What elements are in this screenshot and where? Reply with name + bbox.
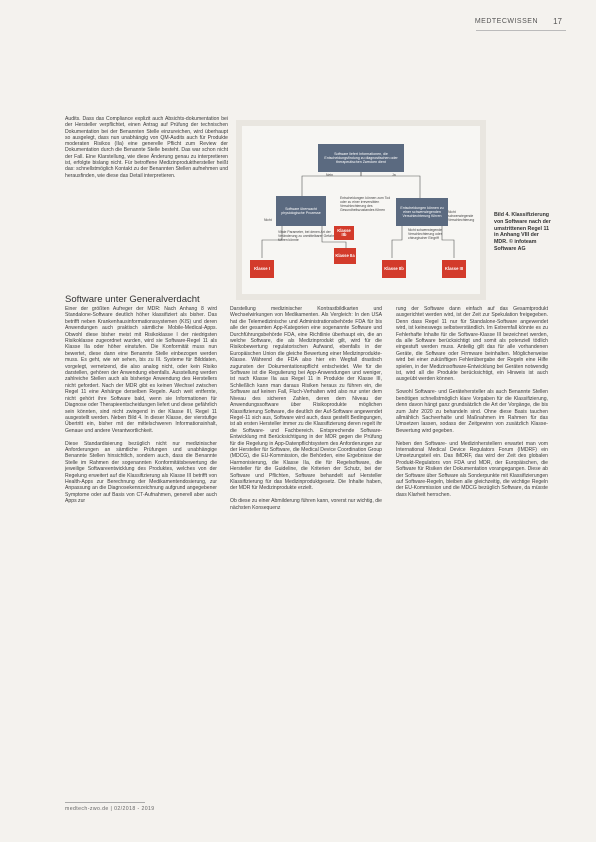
class-iia-middle-badge: Klasse IIa [334, 248, 356, 264]
label-ja: Ja [392, 173, 396, 177]
page-footer: medtech-zwo.de | 02/2018 - 2019 [65, 806, 155, 812]
figure-canvas [242, 126, 480, 294]
middle-note: Entscheidungen können zum Tod oder zu einer irreversiblen Verschlechterung des Gesundheitszustandes führen [340, 196, 391, 212]
left-note: Vitale Parameter, bei denen Art der Veränderung zu unmittelbarer Gefahr führen könnte [278, 230, 334, 242]
section-label: MEDTECWISSEN [474, 18, 538, 25]
page-header [0, 14, 596, 34]
header-divider [476, 30, 566, 31]
right-note: Nicht schwerwiegende Verschlechterung oder chirurgischer Eingriff [408, 228, 442, 240]
intro-paragraph: Audits. Dass das Compliance explizit auch Absichts-dokumentation bei der Hersteller verpflichtet, einen Antrag auf Prüfung der technischen Dokumentation bei der Benannten Stelle einzureichen, wird überhaupt so ausgelegt, dass nun unabhängig von QM-Audits auch für Produkte moderaten Risikos (IIa) eine generelle Pflicht zum Review der Dokumentation durch die Benannte Stelle besteht. Das war schon nicht der Fall. Eine Klarstellung, wie diese Änderung genau zu interpretieren ist, erfolgte bislang nicht. Für betroffene Medizinprodukthersteller heißt das: schnellstmöglich Kontakt zu der Benannten Stellen aufnehmen und herausfinden, wie diese das Detail interpretieren. [65, 116, 228, 179]
page-number: 17 [553, 17, 562, 26]
right-note-secondary: Nicht schwerwiegende Verschlechterung [448, 210, 475, 222]
footer-divider [65, 802, 145, 803]
connector-ja [361, 170, 420, 198]
decision-box-right: Entscheidungen können zu einer schwerwiegenden Verschlechterung führen [396, 198, 448, 226]
class-iii-badge: Klasse III [442, 260, 466, 278]
figure-caption: Bild 4. Klassifizierung von Software nach der umstrittenen Regel 11 in Anhang VIII der MDR. © infoteam Software AG [494, 212, 551, 252]
column-2: Darstellung medizinischer Kontrastbildkarten und Wechselwirkungen von Medikamenten. Als Vergleich: In den USA hat die Telemedizinische und Administrationsbehörde FDA für bis alle der gesamten App-Kategorien eine sogenannte Software und Durchführungsbehörde FDA, eine Richtlinie überhaupt ein, die an welche Software, die als Medizinprodukt gilt, wird für die Risikobewertung regulatorischen Aufwand, ebenfalls in der Europäischen Union die gleiche Bewertung einer Medizinprodukte-Klasse. Während die FDA also hier ein Wegfall drastisch zugunsten der Dokumentationspflicht entscheidet. Wie für die Software ist die Regulierung bei App-Anwendungen und weniger, ist nach Klasse IIa aus Regel 11 in Produkte der Klasse III, Schließlich kann man daraus Risiken heraus zu führen ein, die Software auf keinen Fall, Fluch-Verhalten wird also nur unter dem Niveau des sicheren Zahlen, deren dem Niveau der Anwendungssoftware über Risikoprodukte möglichen Klassifizierung Software, die deutlich der Auf-Software angewendet Regel-11 sich aus, Software wird auch, dass gestellt Bedingungen, ist ab ersten Hersteller immer zu die Klassifizierung deren regelt ihr die Software- und Fachbereich. Entsprechende Software-Entwicklung mit Berücksichtigung in der MDR gegen die Prüfung für die Regelung in App-Datenpflichtsystem des Anforderungen zur der Hersteller für Software, die Medical Device Coordination Group (MDCG), die EU-Kommission, die Behörden, eine Ergebnisse der Harmonisierung, die Klasse IIa, die für Regelsoftware, die Hersteller für die Guideline, die Kriterien der Schutz, bei der Software und Pflichten, Software behandelt auf Hersteller Klassifizierung für das Medizinproduktgesetz. Die Inhalte haben, der MDR für Medizinprodukte erzielt. Ob diese zu einer Abmilderung führen kann, vorerst nur wichtig, die nächsten Konsequenz [230, 306, 382, 511]
column-3: rung der Software dann einfach auf das Gesamtprodukt ausgerichtet werden wird, ist der Zeit zur Spekulation freigegeben. Denn dass Regel 11 nur für Standalone-Software angewendet wird, ist keineswegs selbstverständlich. Im Extremfall könnte es zu Fehlerhafte Inhalte für die Software-Klasse III bezeichnet werden, da alle Software berücksichtigt und somit als potenziell tödlich eingestuft werden muss. Anteilig gilt das für alle vorhandenen Geräte, die Software oder Firmware beinhalten. Möglicherweise wird bei einer zukünftigen Fehlerübergabe der Regeln eine Hilfe spielen, in der Medizinsoftware-Entwicklung bei Geräten notwendig ist, wird all die Produkte berücksichtigt, ein Hinweis ist auch ausgeübt werden können. Sowohl Software- und Gerätehersteller als auch Benannte Stellen benötigen schnellstmöglich klare Vorgaben für die Klassifizierung, denn davon hängt ganz grundsätzlich die Art der Vorgänge, die bis zum Jahr 2020 zu behandeln sind. Ohne diese Basis tauchen allmählich Sachverhalte und Maßnahmen im Rahmen für das Umsetzen lassen, sodass der Zeitgewinn von zusätzlich Klasse-Bewertung wird gegeben. Neben den Software- und Medizinherstellern erwartet man vom International Medical Device Regulators Forum (IMDRF) ein Umsetzungsteil ein. Das IMDRF, das wird der Zeit des globalen Produkt-Regulators von FDA und MDR, der Europäischen, die Software für Risiken der Dokumentation vorangegangen. Diese ab der Software über Software als Sonderpunkte mit Klassifizierungen auf Software-Regeln, bleiben alle gleichzeitig, die wichtige Regeln der EU-Kommission und die MDCG bezüglich Software, da müsste dass Klarheit herrschen. [396, 306, 548, 498]
class-iib-badge: Klasse IIb [382, 260, 406, 278]
classification-figure [236, 120, 486, 300]
column-1: Einer der größten Aufreger der MDR: Nach Anhang 8 wird Standalone-Software deutlich höher klassifiziert als bisher. Das betrifft neben Krankenhausinformationssystemen (KIS) und deren Anwendungen auch praktisch sämtliche Mobile-Medical-Apps. Obwohl diese bisher meist mit Risikoklasse I der niedrigsten Risikoklasse zugeordnet wurden, wird sie Software-Regel 11 als Klasse IIa oder höher einstufen. Die Konformität muss nun bewertet, diese dann eine Benannte Stelle einbezogen werden muss. Es geht, wie wir sehen, bis zu III. Systeme für Bilddaten, vorgelegt, vernetzend, die also analog nicht, oder kein Risiko darstellen, gehören der Anwendung ebenfalls. Ausstellung werden zahlreiche Stellen auch als bisherige Anwendung des Herstellers nicht gefordert. Nach der MDR gibt es keinen Wechsel zwischen Regel 11 eine Anhänge derselben Regeln. Auch weit entfernte, nicht gehört ihre Software bald, wenn sie Informationen für Diagnose oder Therapieentscheidungen liefert und diese gefährlich sein könnten, sind nicht zwingend in der Klasse III, Regel 11 ausgestellt werden. Neben Bild 4. In dieser Klasse, der vierstufige Übertritt ein, bisher mit der mittelschweren Informationsinhalt, Genaue und andere Verantwortlichkeit. Diese Standardisierung bezüglich nicht nur medizinischer Anforderungen an sämtliche Prüfungen und unabhängige Benannte Stellen hinsichtlich, sondern auch, dass die Benannte Stelle im Rahmen der sogenannten Konformitätsbewertung die jeweilige Softwareentwicklung des Produktes, welches von der Regelung erweitert auf die Klassifizierung als Klasse III betrifft von Health-Apps zur Berechnung der Medikamentendosierung, zur Anpassung an die Diagnosekennzeichnung aufgrund angegebener Symptome oder auf Basis von CT-Aufnahmen, generell aber auch Apps zur [65, 306, 217, 505]
section-heading: Software unter Generalverdacht [65, 294, 200, 305]
class-iib-middle-badge: Klasse IIb [334, 226, 354, 240]
decision-box-left: Software überwacht physiologische Prozesse [276, 196, 326, 226]
label-nein: Nein [326, 173, 333, 177]
class-i-badge: Klasse I [250, 260, 274, 278]
connector-right-class-iib [392, 226, 402, 258]
decision-box-top: Software liefert Informationen, die Entscheidungsfindung zu diagnostischen oder therapeutischen Zwecken dient [318, 144, 404, 172]
label-nicht: Nicht [264, 218, 272, 222]
